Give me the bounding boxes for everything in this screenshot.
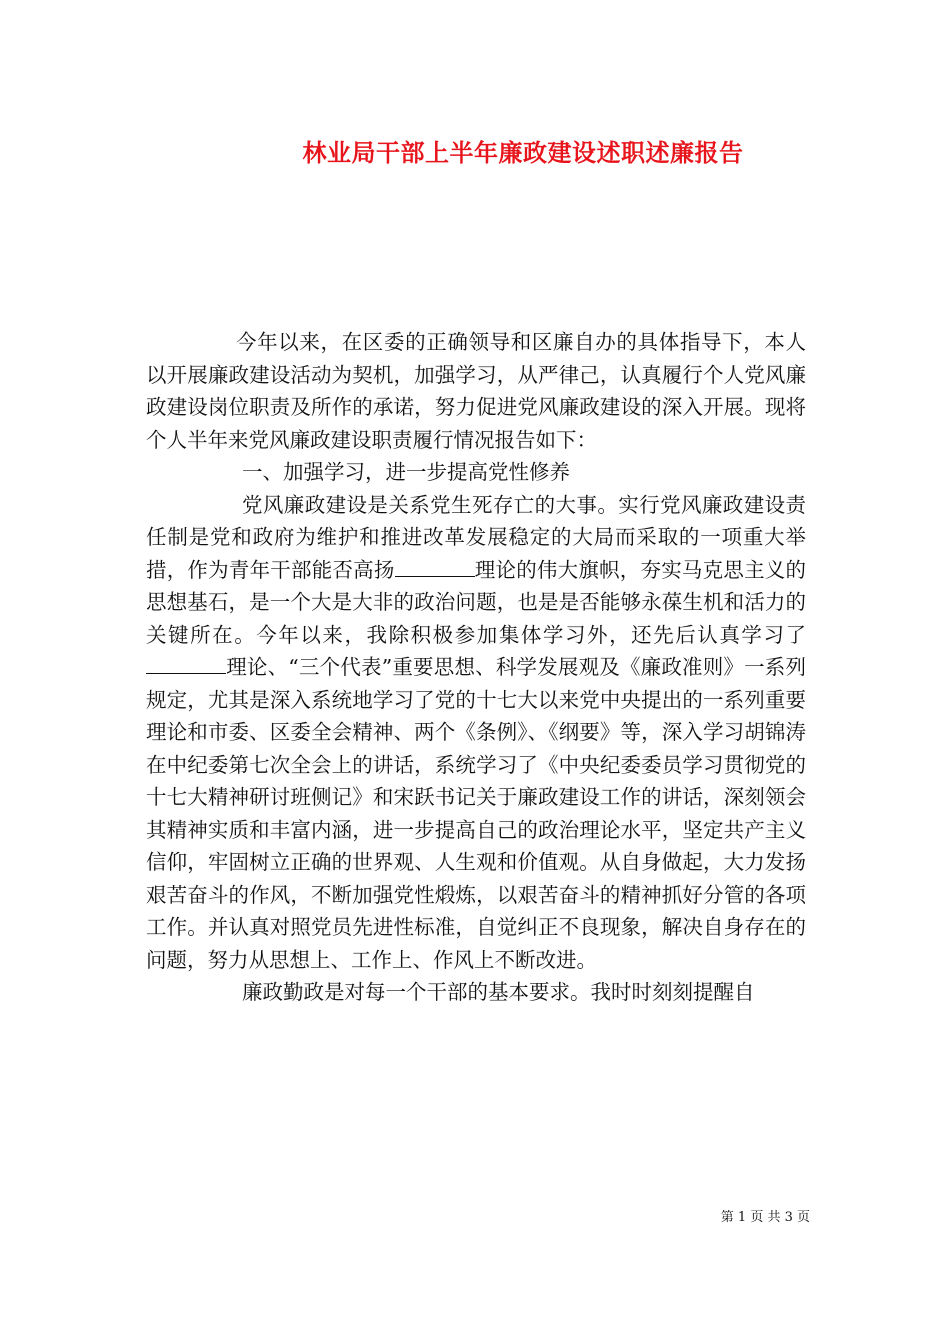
blank-underline bbox=[395, 558, 475, 577]
section-heading-1: 一、加强学习，进一步提高党性修养 bbox=[242, 460, 570, 484]
paragraph-study-part3: 理论、“三个代表”重要思想、科学发展观及《廉政准则》一系列规定，尤其是深入系统地学习了党的十七大以来党中央提出的一系列重要理论和市委、区委全会精神、两个《条例》、《纲要》等，深入学习胡锦涛在中纪委第七次全会上的讲话，系统学习了《中央纪委委员学习贯彻党的十七大精神研讨班侧记》和宋跃书记关于廉政建设工作的讲话，深刻领会其精神实质和丰富内涵，进一步提高自己的政治理论水平，坚定共产主义信仰，牢固树立正确的世界观、人生观和价值观。从自身做起，大力发扬艰苦奋斗的作风，不断加强党性煅炼，以艰苦奋斗的精神抓好分管的各项工作。并认真对照党员先进性标准，自觉纠正不良现象，解决自身存在的问题，努力从思想上、工作上、作风上不断改进。 bbox=[146, 655, 806, 972]
blank-underline bbox=[146, 655, 226, 674]
paragraph-study-part1: 党风廉政建设是关系党生死存亡的大事。实行党风廉政建设责任制是党和政府为维护和推进改革发展稳定的大局而采取的一项重大举措，作为青年干部能否高扬 bbox=[146, 492, 806, 582]
document-body bbox=[146, 326, 806, 1009]
paragraph-study-part2: 理论的伟大旗帜，夯实马克思主义的思想基石，是一个大是大非的政治问题，也是是否能够永葆生机和活力的关键所在。今年以来，我除积极参加集体学习外，还先后认真学习了 bbox=[146, 557, 807, 647]
document-title: 林业局干部上半年廉政建设述职述廉报告 bbox=[302, 138, 744, 167]
paragraph-study bbox=[146, 489, 806, 977]
paragraph-intro: 今年以来，在区委的正确领导和区廉自办的具体指导下，本人以开展廉政建设活动为契机，加强学习，从严律己，认真履行个人党风廉政建设岗位职责及所作的承诺，努力促进党风廉政建设的深入开展。现将个人半年来党风廉政建设职责履行情况报告如下： bbox=[146, 330, 806, 452]
page-number: 第 1 页 共 3 页 bbox=[720, 1210, 810, 1225]
paragraph-integrity: 廉政勤政是对每一个干部的基本要求。我时时刻刻提醒自 bbox=[242, 980, 755, 1004]
